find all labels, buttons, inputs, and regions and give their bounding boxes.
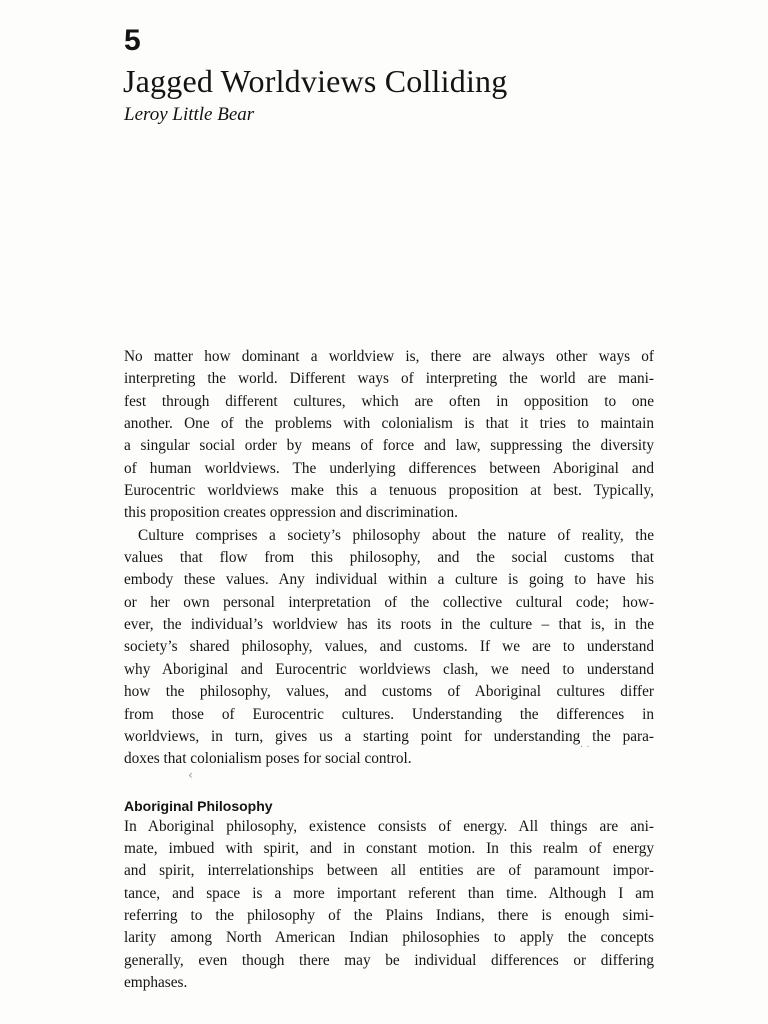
section-paragraph	[124, 816, 654, 995]
text-line: generally, even though there may be individual differences or differing	[124, 951, 654, 969]
text-line: doxes that colonialism poses for social control.	[124, 750, 412, 768]
text-line: a singular social order by means of force and law, suppressing the diversity	[124, 437, 654, 455]
text-line: ever, the individual’s worldview has its roots in the culture – that is, in the	[124, 616, 654, 634]
text-line: from those of Eurocentric cultures. Understanding the differences in	[124, 705, 654, 723]
text-line: larity among North American Indian philosophies to apply the concepts	[124, 929, 654, 947]
text-line: how the philosophy, values, and customs of Aboriginal cultures differ	[124, 683, 654, 701]
scan-mark: ‹	[188, 768, 193, 782]
chapter-title: Jagged Worldviews Colliding	[123, 63, 508, 99]
text-line: and spirit, interrelationships between all entities are of paramount impor-	[124, 862, 654, 880]
text-line: fest through different cultures, which are often in opposition to one	[124, 392, 654, 410]
text-line: values that flow from this philosophy, and the social customs that	[124, 549, 654, 567]
paragraph-2	[124, 525, 654, 771]
paragraph-1	[124, 346, 654, 525]
section-heading: Aboriginal Philosophy	[124, 797, 273, 814]
text-line: emphases.	[124, 973, 188, 991]
text-line: tance, and space is a more important referent than time. Although I am	[124, 884, 654, 902]
text-line: of human worldviews. The underlying differences between Aboriginal and	[124, 459, 654, 477]
text-line: worldviews, in turn, gives us a starting point for understanding the para-	[124, 727, 654, 745]
text-line: Culture comprises a society’s philosophy about the nature of reality, the	[138, 526, 654, 544]
text-line: referring to the philosophy of the Plains Indians, there is enough simi-	[124, 906, 654, 924]
chapter-number: 5	[124, 24, 141, 57]
text-line: interpreting the world. Different ways of interpreting the world are mani-	[124, 370, 654, 388]
text-line: embody these values. Any individual within a culture is going to have his	[124, 571, 654, 589]
text-line: another. One of the problems with colonialism is that it tries to maintain	[124, 415, 654, 433]
text-line: Eurocentric worldviews make this a tenuous proposition at best. Typically,	[124, 482, 654, 500]
text-line: this proposition creates oppression and discrimination.	[124, 504, 458, 522]
text-line: In Aboriginal philosophy, existence consists of energy. All things are ani-	[124, 817, 654, 835]
text-line: mate, imbued with spirit, and in constant motion. In this realm of energy	[124, 839, 654, 857]
chapter-author: Leroy Little Bear	[124, 104, 255, 125]
scan-dots: · ·	[580, 742, 590, 753]
chapter-body	[124, 346, 654, 994]
text-line: society’s shared philosophy, values, and customs. If we are to understand	[124, 638, 654, 656]
text-line: or her own personal interpretation of the collective cultural code; how-	[124, 593, 654, 611]
text-line: No matter how dominant a worldview is, there are always other ways of	[124, 348, 654, 365]
text-line: why Aboriginal and Eurocentric worldviews clash, we need to understand	[124, 660, 654, 678]
